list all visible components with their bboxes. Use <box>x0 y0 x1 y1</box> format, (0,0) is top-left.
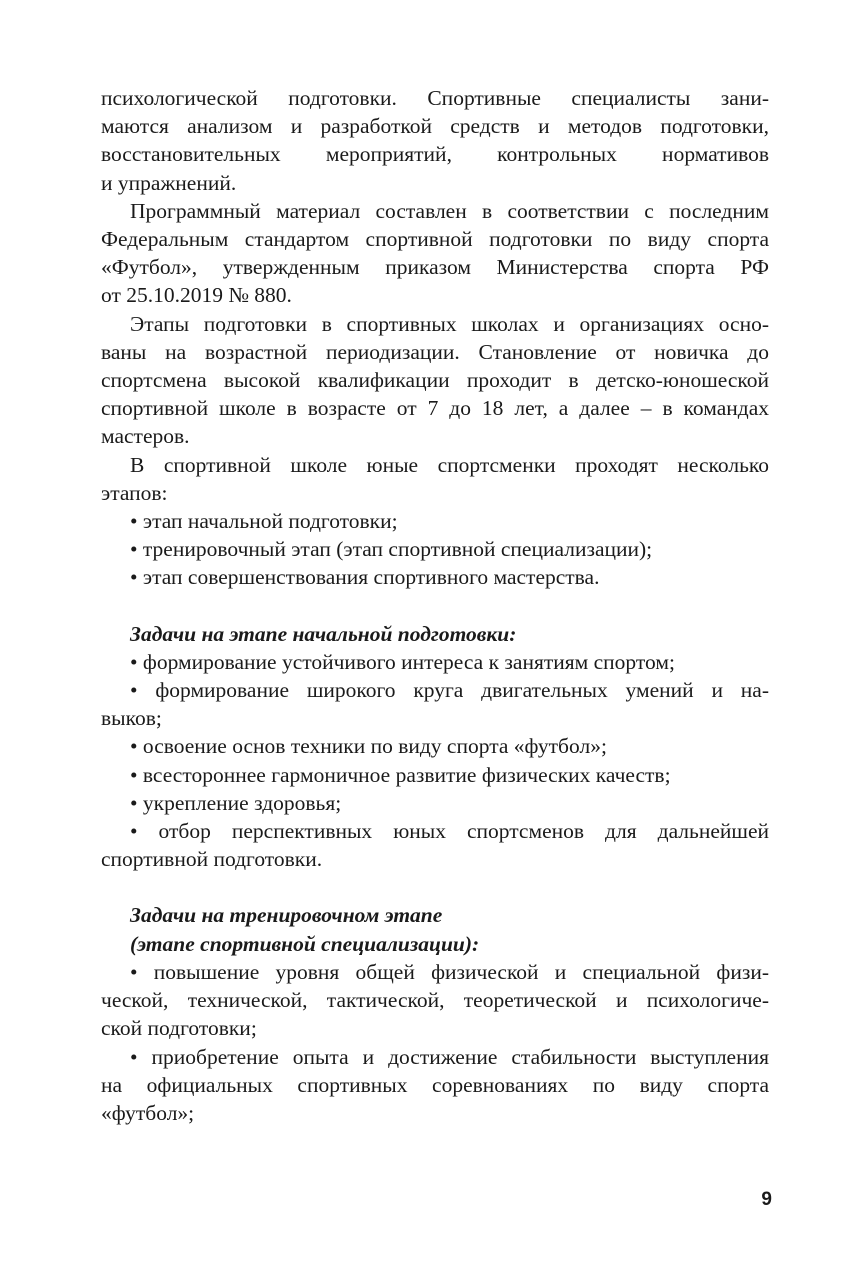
section-spacer <box>101 873 769 901</box>
list-item <box>101 1043 769 1128</box>
text-line: Этапы подготовки в спортивных школах и организациях осно- <box>130 311 769 336</box>
text-line: ческой, технической, тактической, теоретической и психологиче- <box>101 988 769 1013</box>
list-item: • всестороннее гармоничное развитие физических качеств; <box>130 762 671 787</box>
text-line: маются анализом и разработкой средств и методов подготовки, <box>101 114 769 139</box>
text-line: мастеров. <box>101 424 190 449</box>
paragraph-program-material <box>101 197 769 310</box>
list-item <box>101 676 769 732</box>
text-line: спортсмена высокой квалификации проходит в детско-юношеской <box>101 368 769 393</box>
text-line: • повышение уровня общей физической и специальной физи- <box>130 959 769 984</box>
text-line: этапов: <box>101 480 168 505</box>
section-heading: Задачи на этапе начальной подготовки: <box>130 621 517 646</box>
list-item: • этап совершенствования спортивного мастерства. <box>130 565 600 590</box>
section-training-stage <box>101 901 769 1127</box>
stages-list <box>101 507 769 592</box>
list-item <box>101 958 769 1043</box>
list-item: • тренировочный этап (этап спортивной специализации); <box>130 537 653 562</box>
text-line: • приобретение опыта и достижение стабильности выступления <box>130 1044 769 1069</box>
text-line: «Футбол», утвержденным приказом Министерства спорта РФ <box>101 255 769 280</box>
page-number: 9 <box>761 1189 772 1210</box>
paragraph-training-stages <box>101 310 769 451</box>
paragraph-specialists <box>101 84 769 197</box>
section-initial-training <box>101 620 769 874</box>
text-line: восстановительных мероприятий, контрольных нормативов <box>101 142 769 167</box>
text-line: выков; <box>101 706 162 731</box>
list-item <box>101 817 769 873</box>
section-heading-continued: (этапе спортивной специализации): <box>130 931 480 956</box>
text-line: спортивной школе в возрасте от 7 до 18 лет, а далее – в командах <box>101 396 769 421</box>
text-line: В спортивной школе юные спортсменки проходят несколько <box>130 452 769 477</box>
text-line: • формирование широкого круга двигательных умений и на- <box>130 678 769 703</box>
paragraph-school-stages <box>101 451 769 507</box>
list-item: • освоение основ техники по виду спорта «футбол»; <box>130 734 607 759</box>
text-line: от 25.10.2019 № 880. <box>101 283 292 308</box>
text-line: • отбор перспективных юных спортсменов для дальнейшей <box>130 819 769 844</box>
text-line: спортивной подготовки. <box>101 847 323 872</box>
section-spacer <box>101 592 769 620</box>
text-line: и упражнений. <box>101 170 237 195</box>
list-item: • формирование устойчивого интереса к занятиям спортом; <box>130 649 675 674</box>
text-line: Федеральным стандартом спортивной подготовки по виду спорта <box>101 227 769 252</box>
text-line: Программный материал составлен в соответствии с последним <box>130 198 769 223</box>
text-line: психологической подготовки. Спортивные специалисты зани- <box>101 86 769 110</box>
text-line: ской подготовки; <box>101 1016 257 1041</box>
document-page <box>101 84 769 1127</box>
section-heading: Задачи на тренировочном этапе <box>130 903 443 928</box>
text-line: ваны на возрастной периодизации. Становление от новичка до <box>101 339 769 364</box>
list-item: • этап начальной подготовки; <box>130 509 398 534</box>
text-line: на официальных спортивных соревнованиях по виду спорта <box>101 1072 769 1097</box>
text-line: «футбол»; <box>101 1100 195 1125</box>
list-item: • укрепление здоровья; <box>130 790 342 815</box>
